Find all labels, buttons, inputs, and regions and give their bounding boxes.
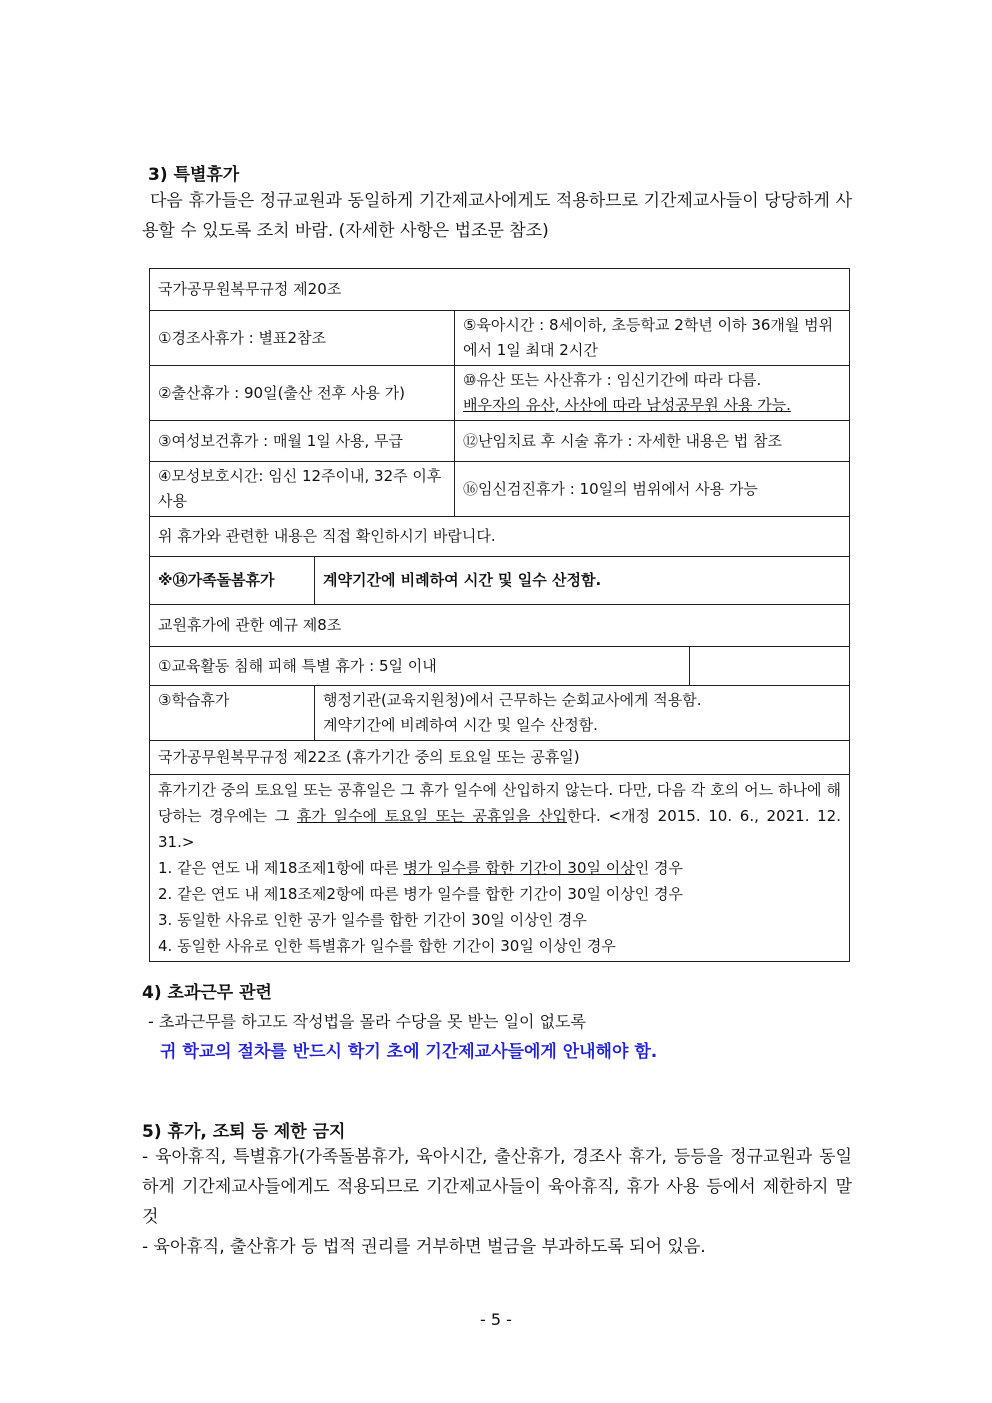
art22-paragraph <box>158 777 841 855</box>
cell-childcare-time: ⑤육아시간 : 8세이하, 초등학교 2학년 이하 36개월 범위에서 1일 최대 2시간 <box>455 311 850 366</box>
cell-study-leave-label: ③학습휴가 <box>150 686 315 741</box>
art22-text-underlined: 휴가 일수에 토요일 또는 공휴일을 산입 <box>296 807 568 825</box>
cell-maternity-leave: ②출산휴가 : 90일(출산 전후 사용 가) <box>150 366 455 421</box>
cell-art22-body <box>150 775 850 962</box>
table-title-art22: 국가공무원복무규정 제22조 (휴가기간 중의 토요일 또는 공휴일) <box>150 741 850 775</box>
art22-text-b: 한다. <개정 2015. 10. 6., 2021. 12. 31.> <box>158 807 841 851</box>
section-3-intro: 다음 휴가들은 정규교원과 동일하게 기간제교사에게도 적용하므로 기간제교사들이 당당하게 사용할 수 있도록 조치 바람. (자세한 사항은 법조문 참조) <box>142 191 852 241</box>
cell-miscarriage-leave <box>455 366 850 421</box>
section-4-line-2: 귀 학교의 절차를 반드시 학기 초에 기간제교사들에게 안내해야 함. <box>160 1042 658 1062</box>
art22-item-2: 2. 같은 연도 내 제18조제2항에 따른 병가 일수를 합한 기간이 30일 이상인 경우 <box>158 885 683 903</box>
section-3-heading: 3) 특별휴가 <box>148 165 240 185</box>
cell-women-health-leave: ③여성보건휴가 : 매월 1일 사용, 무급 <box>150 421 455 462</box>
table-note: 위 휴가와 관련한 내용은 직접 확인하시기 바랍니다. <box>150 517 850 557</box>
table-title-art8: 교원휴가에 관한 예규 제8조 <box>150 605 850 647</box>
study-leave-line-2: 계약기간에 비례하여 시간 및 일수 산정함. <box>323 716 598 734</box>
section-5-heading: 5) 휴가, 조퇴 등 제한 금지 <box>142 1122 346 1142</box>
section-5-bullet-2: - 육아휴직, 출산휴가 등 법적 권리를 거부하면 벌금을 부과하도록 되어 있음. <box>142 1237 706 1257</box>
cell-maternity-protection-time: ④모성보호시간: 임신 12주이내, 32주 이후 사용 <box>150 462 455 517</box>
cell-family-care-value: 계약기간에 비례하여 시간 및 일수 산정함. <box>315 557 850 605</box>
miscarriage-line-1: ⑩유산 또는 사산휴가 : 임신기간에 따라 다름. <box>463 371 762 389</box>
item-1-text-a: 1. 같은 연도 내 제18조제1항에 따른 <box>158 859 404 877</box>
study-leave-line-1: 행정기관(교육지원청)에서 근무하는 순회교사에게 적용함. <box>323 691 702 709</box>
section-5-bullet-1: - 육아휴직, 특별휴가(가족돌봄휴가, 육아시간, 출산휴가, 경조사 휴가, 등등을 정규교원과 동일하게 기간제교사들에게도 적용되므로 기간제교사들이 육아휴직, 휴가 사용 등에서 제한하지 말 것 <box>142 1147 852 1227</box>
cell-prenatal-checkup-leave: ⑯임신검진휴가 : 10일의 범위에서 사용 가능 <box>455 462 850 517</box>
art22-item-3: 3. 동일한 사유로 인한 공가 일수를 합한 기간이 30일 이상인 경우 <box>158 911 587 929</box>
page-number: - 5 - <box>480 1310 512 1329</box>
special-leave-table <box>149 268 850 962</box>
table-title-art20: 국가공무원복무규정 제20조 <box>150 269 850 311</box>
cell-infertility-leave: ⑫난임치료 후 시술 휴가 : 자세한 내용은 법 참조 <box>455 421 850 462</box>
art22-text-a: 휴가기간 중의 토요일 또는 공휴일은 그 휴가 일수에 산입하지 않는다. 다만, 다음 각 호의 어느 하나에 해당하는 경우에는 그 <box>158 781 841 825</box>
art22-item-1 <box>158 855 841 881</box>
section-4-line-1: - 초과근무를 하고도 작성법을 몰라 수당을 못 받는 일이 없도록 <box>148 1012 586 1031</box>
cell-family-care-label: ※⑭가족돌봄휴가 <box>150 557 315 605</box>
cell-teaching-infringement-leave: ①교육활동 침해 피해 특별 휴가 : 5일 이내 <box>150 647 690 686</box>
cell-condolence-leave: ①경조사휴가 : 별표2참조 <box>150 311 455 366</box>
item-1-text-b: 인 경우 <box>634 859 683 877</box>
miscarriage-line-2: 배우자의 유산, 사산에 따라 남성공무원 사용 가능. <box>463 396 791 414</box>
cell-empty <box>690 647 850 686</box>
art22-item-4: 4. 동일한 사유로 인한 특별휴가 일수를 합한 기간이 30일 이상인 경우 <box>158 937 616 955</box>
item-1-text-underlined: 병가 일수를 합한 기간이 30일 이상 <box>403 859 635 877</box>
cell-study-leave-value <box>315 686 850 741</box>
section-4-heading: 4) 초과근무 관련 <box>142 983 272 1003</box>
